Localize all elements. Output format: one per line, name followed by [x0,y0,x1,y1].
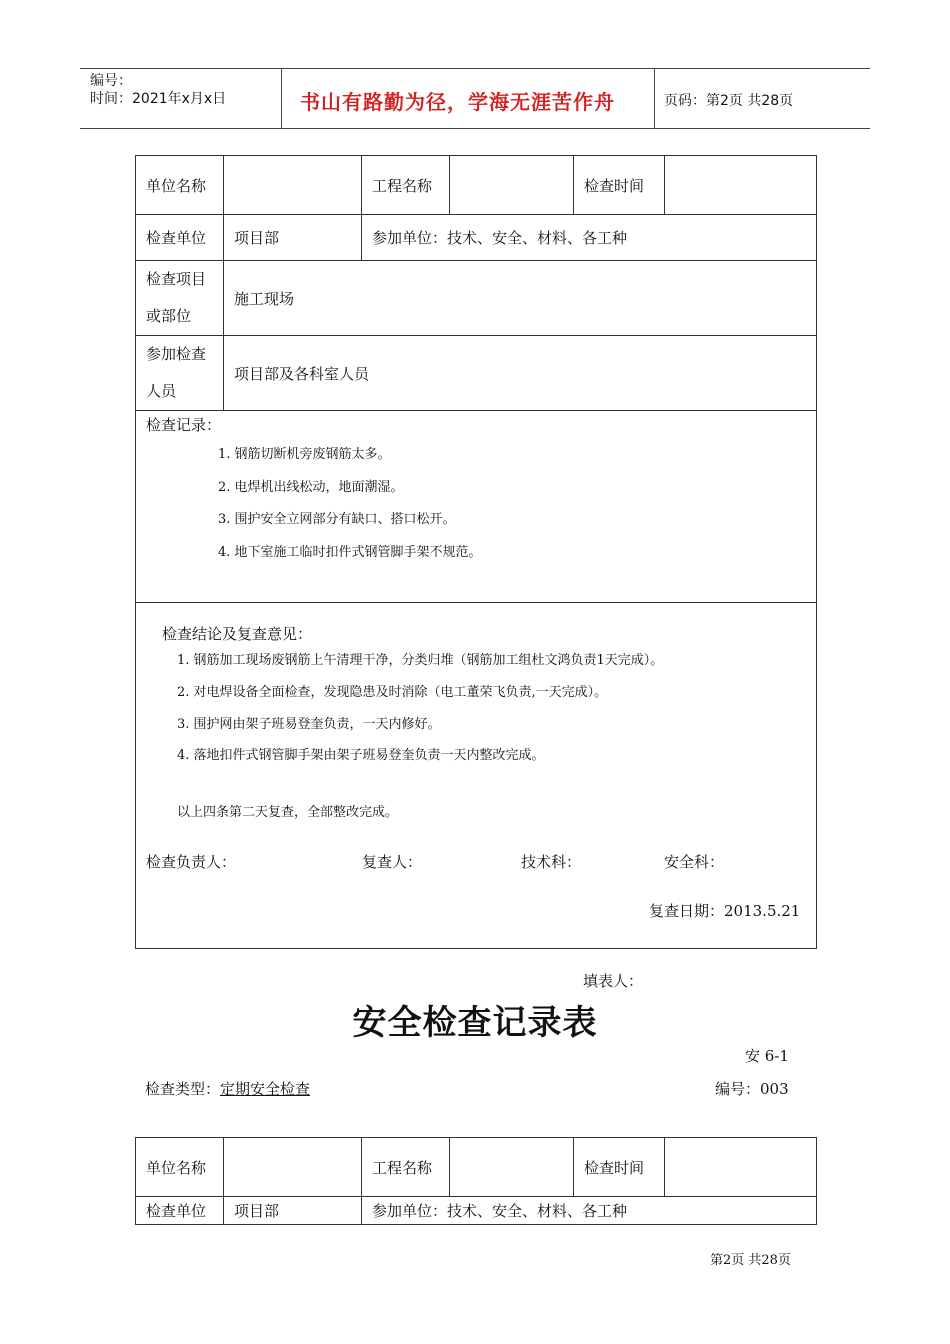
check-item-value: 施工现场 [224,261,817,336]
header-time: 时间：2021年x月x日 [90,91,227,107]
check-type [145,1078,310,1099]
sign-tech: 技术科： [521,853,582,871]
form-code: 安 6-1 [745,1047,789,1065]
sign-reviewer: 复查人： [362,853,423,871]
header-bottom-rule [80,128,870,129]
check-item-label [136,261,224,336]
record-item: 4. 地下室施工临时扣件式钢管脚手架不规范。 [218,545,482,560]
conclusion-cell [136,603,817,949]
participants-label-line2: 人员 [146,382,177,400]
conclusion-item: 3. 围护网由架子班易登奎负责，一天内修好。 [177,717,441,732]
project-name-label: 工程名称 [362,1138,450,1197]
check-item-label-line1: 检查项目 [146,270,207,288]
unit-name-label: 单位名称 [136,156,224,215]
check-unit-value: 项目部 [224,1197,362,1225]
check-time-value [665,1138,817,1197]
header-divider [654,68,655,128]
inspection-table-2 [135,1137,817,1225]
header-motto: 书山有路勤为径，学海无涯苦作舟 [300,90,615,114]
unit-name-value [224,1138,362,1197]
inspection-table-1 [135,155,817,949]
conclusion-item: 4. 落地扣件式钢管脚手架由架子班易登奎负责一天内整改完成。 [177,748,545,763]
record-item: 1. 钢筋切断机旁废钢筋太多。 [218,447,391,462]
header-divider [281,68,282,128]
header-code: 编号： [90,73,132,89]
form-title: 安全检查记录表 [352,1003,598,1043]
record-item: 3. 围护安全立网部分有缺口、搭口松开。 [218,512,456,527]
unit-name-label: 单位名称 [136,1138,224,1197]
participants-label-line1: 参加检查 [146,345,207,363]
record-item: 2. 电焊机出线松动，地面潮湿。 [218,480,404,495]
project-name-label: 工程名称 [362,156,450,215]
filler-label: 填表人： [583,972,644,990]
check-type-label: 检查类型： [145,1080,221,1098]
conclusion-title: 检查结论及复查意见： [162,625,313,643]
sign-safety: 安全科： [664,853,725,871]
participating-units: 参加单位：技术、安全、材料、各工种 [362,215,817,261]
check-time-value [665,156,817,215]
records-cell [136,411,817,603]
conclusion-summary: 以上四条第二天复查，全部整改完成。 [177,805,399,820]
form-number: 编号：003 [715,1080,789,1098]
check-type-value: 定期安全检查 [220,1080,311,1098]
header-page: 页码：第2页 共28页 [664,93,794,109]
check-item-label-line2: 或部位 [146,307,192,325]
check-unit-value: 项目部 [224,215,362,261]
review-date: 复查日期：2013.5.21 [649,902,801,920]
conclusion-item: 1. 钢筋加工现场废钢筋上午清理干净，分类归堆（钢筋加工组杜文鸿负责1天完成）。 [177,653,664,668]
unit-name-value [224,156,362,215]
check-unit-label: 检查单位 [136,1197,224,1225]
records-title: 检查记录： [146,416,222,434]
conclusion-item: 2. 对电焊设备全面检查，发现隐患及时消除（电工董荣飞负责,一天完成）。 [177,685,608,700]
header-top-rule [80,68,870,69]
footer-page: 第2页 共28页 [710,1253,791,1268]
project-name-value [450,156,574,215]
participants-label [136,336,224,411]
check-unit-label: 检查单位 [136,215,224,261]
sign-responsible: 检查负责人： [146,853,237,871]
check-time-label: 检查时间 [574,156,665,215]
project-name-value [450,1138,574,1197]
check-time-label: 检查时间 [574,1138,665,1197]
participating-units: 参加单位：技术、安全、材料、各工种 [362,1197,817,1225]
participants-value: 项目部及各科室人员 [224,336,817,411]
